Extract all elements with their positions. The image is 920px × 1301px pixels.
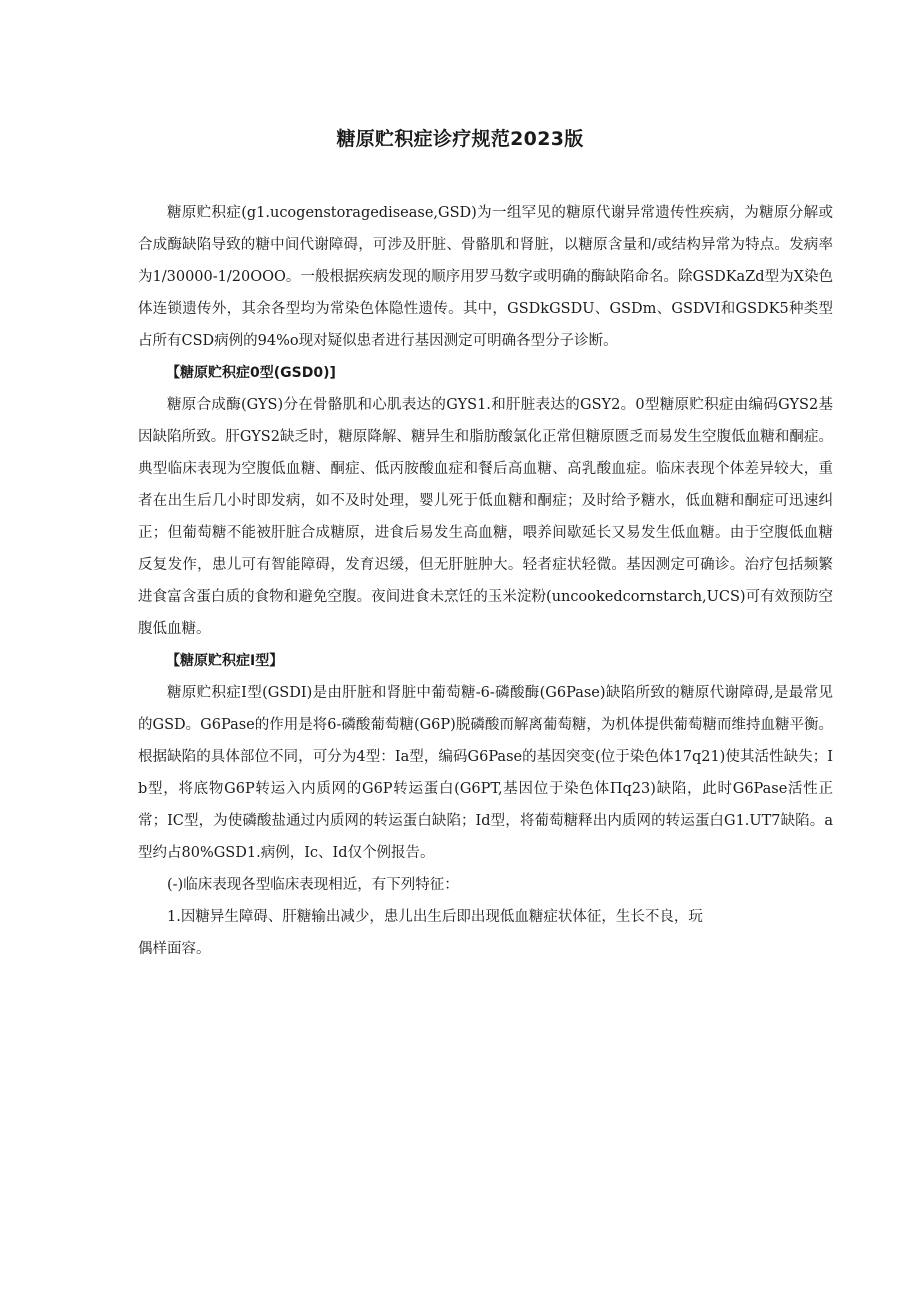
clinical-item-1-continued: 偶样面容。	[138, 941, 211, 957]
gsd0-paragraph: 糖原合成酶(GYS)分在骨骼肌和心肌表达的GYS1.和肝脏表达的GSY2。0型糖原贮积症由编码GYS2基因缺陷所致。肝GYS2缺乏时，糖原降解、糖异生和脂肪酸氯化正常但糖原匮乏而易发生空腹低血糖和酮症。典型临床表现为空腹低血糖、酮症、低丙胺酸血症和餐后高血糖、高乳酸血症。临床表现个体差异较大，重者在出生后几小时即发病，如不及时处理，婴儿死于低血糖和酮症；及时给予糖水，低血糖和酮症可迅速纠正；但葡萄糖不能被肝脏合成糖原，进食后易发生高血糖，喂养间歇延长又易发生低血糖。由于空腹低血糖反复发作，患儿可有智能障碍，发育迟缓，但无肝脏肿大。轻者症状轻微。基因测定可确诊。治疗包括频繁进食富含蛋白质的食物和避免空腹。夜间进食未烹饪的玉米淀粉(uncookedcornstarch,UCS)可有效预防空腹低血糖。	[138, 397, 833, 637]
clinical-item-1: 1.因糖异生障碍、肝糖输出减少，患儿出生后即出现低血糖症状体征，生长不良，玩	[167, 909, 703, 925]
gsd1-paragraph: 糖原贮积症I型(GSDI)是由肝脏和肾脏中葡萄糖-6-磷酸酶(G6Pase)缺陷所致的糖原代谢障碍,是最常见的GSD。G6Pase的作用是将6-磷酸葡萄糖(G6P)脱磷酸而解离葡萄糖，为机体提供葡萄糖而维持血糖平衡。根据缺陷的具体部位不同，可分为4型：Ia型，编码G6Pase的基因突变(位于染色体17q21)使其活性缺失；Ib型，将底物G6P转运入内质网的G6P转运蛋白(G6PT,基因位于染色体Πq23)缺陷，此时G6Pase活性正常；IC型，为使磷酸盐通过内质网的转运蛋白缺陷；Id型，将葡萄糖释出内质网的转运蛋白G1.UT7缺陷。a型约占80%GSD1.病例，Ic、Id仅个例报告。	[138, 685, 833, 861]
section-heading-gsd1: 【糖原贮积症I型】	[166, 653, 284, 669]
clinical-subheading: (-)临床表现各型临床表现相近，有下列特征：	[167, 877, 459, 893]
intro-paragraph: 糖原贮积症(g1.ucogenstoragedisease,GSD)为一组罕见的糖原代谢异常遗传性疾病，为糖原分解或合成酶缺陷导致的糖中间代谢障碍，可涉及肝脏、骨骼肌和肾脏，以糖原含量和/或结构异常为特点。发病率为1/30000-1/20OOO。一般根据疾病发现的顺序用罗马数字或明确的酶缺陷命名。除GSDKaZd型为X染色体连锁遗传外，其余各型均为常染色体隐性遗传。其中，GSDkGSDU、GSDm、GSDVI和GSDK5种类型占所有CSD病例的94%o现对疑似患者进行基因测定可明确各型分子诊断。	[138, 205, 833, 349]
document-body	[138, 197, 833, 965]
document-title: 糖原贮积症诊疗规范2023版	[336, 128, 584, 150]
section-heading-gsd0: 【糖原贮积症0型(GSD0)]	[166, 365, 336, 381]
